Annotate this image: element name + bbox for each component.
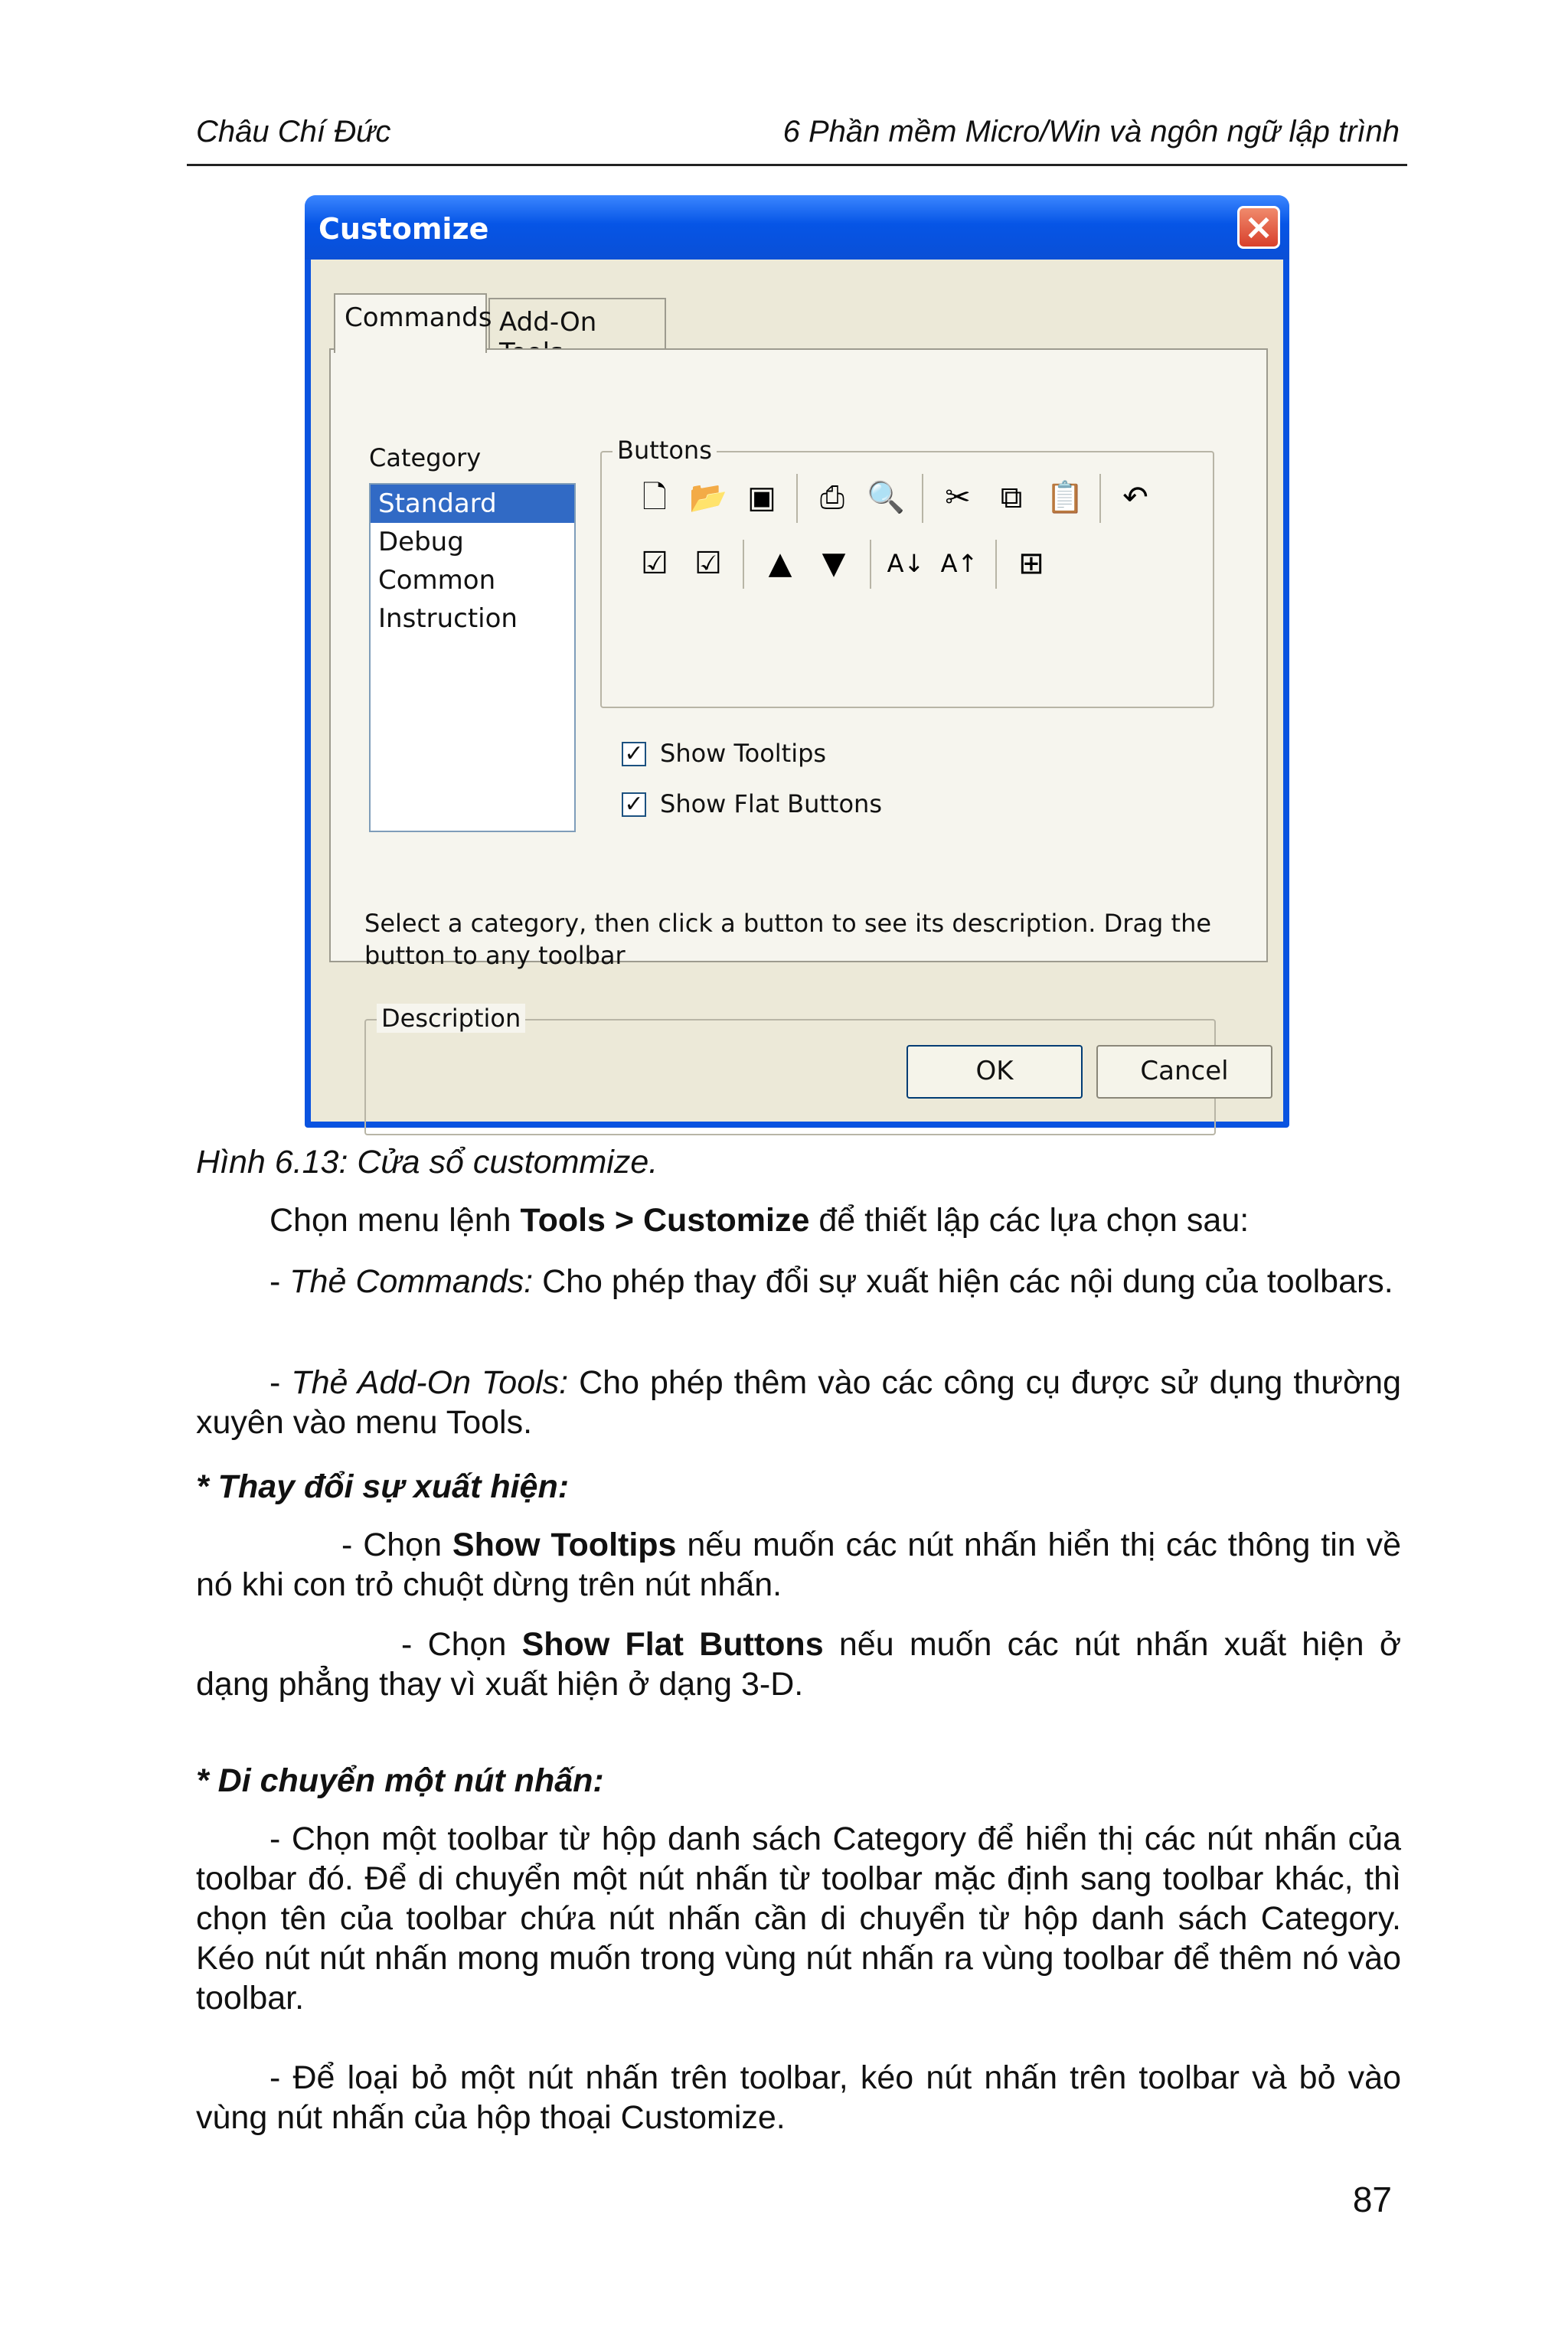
p1-bold: Tools > Customize [520, 1202, 810, 1239]
page-number: 87 [1352, 2180, 1392, 2219]
paste-icon[interactable]: 📋 [1046, 480, 1084, 515]
compile-icon[interactable]: ☑ [641, 546, 668, 581]
ok-button[interactable]: OK [906, 1045, 1083, 1099]
dialog-titlebar [305, 195, 1289, 260]
category-item-standard[interactable]: Standard [371, 485, 574, 523]
toolbar-separator [743, 540, 744, 589]
paragraph-7: - Để loại bỏ một nút nhấn trên toolbar, kéo nút nhấn trên toolbar và bỏ vào vùng nút nhấn của hộp thoại Customize. [196, 2059, 1401, 2136]
paragraph-2 [196, 1262, 1401, 1301]
open-icon[interactable]: 📂 [689, 480, 727, 515]
p3-italic: Thẻ Add-On Tools: [291, 1364, 569, 1401]
dialog-client-area [311, 260, 1283, 1122]
show-tooltips-label[interactable]: Show Tooltips [660, 739, 827, 768]
toolbar-separator [796, 474, 798, 523]
copy-icon[interactable]: ⧉ [1000, 480, 1023, 515]
p4-bold: Show Tooltips [452, 1527, 677, 1563]
paragraph-6: - Chọn một toolbar từ hộp danh sách Category để hiển thị các nút nhấn của toolbar đó. Để di chuyển một nút nhấn từ toolbar mặc định sang toolbar khác, thì chọn tên của toolbar chứa nút nhấn cần di chuyển từ hộp danh sách Category. Kéo nút nút nhấn mong muốn trong vùng nút nhấn ra vùng toolbar để thêm nó vào toolbar. [196, 1821, 1401, 2017]
header-rule [187, 164, 1407, 166]
show-flat-buttons-checkbox[interactable]: ✓ [622, 792, 646, 817]
p1-text-c: để thiết lập các lựa chọn sau: [809, 1202, 1250, 1239]
toolbar-separator [995, 540, 997, 589]
category-item-instruction[interactable]: Instruction [378, 603, 518, 634]
close-button[interactable] [1237, 206, 1280, 249]
buttons-group [600, 436, 1214, 708]
compile-all-icon[interactable]: ☑ [694, 546, 722, 581]
toolbar-separator [1099, 474, 1101, 523]
tab-commands[interactable]: Commands [334, 293, 487, 353]
toolbar-separator [870, 540, 871, 589]
cut-icon[interactable]: ✂ [945, 480, 971, 515]
p2-text-c: Cho phép thay đổi sự xuất hiện các nội dung của toolbars. [533, 1263, 1393, 1300]
paragraph-3 [196, 1363, 1401, 1442]
p1-text-a: Chọn menu lệnh [270, 1202, 521, 1239]
p3-text-a: - [270, 1364, 292, 1401]
category-label: Category [369, 443, 482, 472]
buttons-label: Buttons [612, 436, 717, 465]
download-icon[interactable]: ▼ [822, 546, 846, 581]
undo-icon[interactable]: ↶ [1122, 480, 1148, 515]
running-header-chapter: 6 Phần mềm Micro/Win và ngôn ngữ lập trình [782, 115, 1400, 149]
cancel-button[interactable]: Cancel [1096, 1045, 1272, 1099]
figure-caption: Hình 6.13: Cửa sổ custommize. [196, 1144, 658, 1181]
heading-move-button: * Di chuyển một nút nhấn: [196, 1762, 604, 1799]
sort-descending-icon[interactable]: A↑ [940, 549, 978, 578]
description-label: Description [377, 1004, 525, 1033]
p3-text-c: Cho phép thêm vào các công cụ được sử dụng thường xuyên vào menu Tools. [196, 1364, 1401, 1441]
save-all-icon[interactable]: ▣ [747, 480, 776, 515]
new-icon[interactable]: 🗋 [642, 480, 668, 515]
p5-text-c: nếu muốn các nút nhấn xuất hiện ở dạng phẳng thay vì xuất hiện ở dạng 3-D. [196, 1626, 1402, 1703]
p2-italic: Thẻ Commands: [289, 1263, 534, 1300]
toolbar-separator [922, 474, 923, 523]
p5-bold: Show Flat Buttons [521, 1626, 824, 1663]
running-header-author: Châu Chí Đức [196, 115, 391, 149]
customize-dialog [305, 195, 1289, 1128]
paragraph-4 [196, 1525, 1401, 1605]
tab-add-on-tools[interactable]: Add-On [488, 298, 666, 351]
dialog-title: Customize [318, 212, 489, 246]
print-icon[interactable]: ⎙ [820, 480, 844, 515]
p4-text-a: - Chọn [341, 1527, 452, 1563]
paragraph-5 [196, 1625, 1401, 1704]
p5-text-a: - Chọn [401, 1626, 522, 1663]
upload-icon[interactable]: ▲ [768, 546, 792, 581]
p4-text-c: nếu muốn các nút nhấn hiển thị các thông tin về nó khi con trỏ chuột dừng trên nút nhấn. [196, 1527, 1401, 1603]
p2-text-a: - [270, 1263, 290, 1300]
heading-appearance: * Thay đổi sự xuất hiện: [196, 1468, 570, 1505]
category-item-common[interactable]: Common [378, 565, 496, 596]
print-preview-icon[interactable]: 🔍 [867, 480, 905, 515]
show-tooltips-checkbox[interactable]: ✓ [622, 742, 646, 766]
sort-ascending-icon[interactable]: A↓ [887, 549, 925, 578]
close-icon: × [1243, 206, 1274, 247]
options-icon[interactable]: ⊞ [1018, 546, 1044, 581]
show-flat-buttons-label[interactable]: Show Flat Buttons [660, 789, 882, 818]
category-item-debug[interactable]: Debug [378, 527, 464, 557]
paragraph-1 [196, 1200, 1401, 1240]
category-listbox[interactable] [369, 483, 576, 832]
instruction-text: Select a category, then click a button to see its description. Drag the button to any toolbar [364, 909, 1212, 970]
description-group [364, 1004, 1216, 1135]
commands-tab-pane [329, 348, 1268, 1033]
